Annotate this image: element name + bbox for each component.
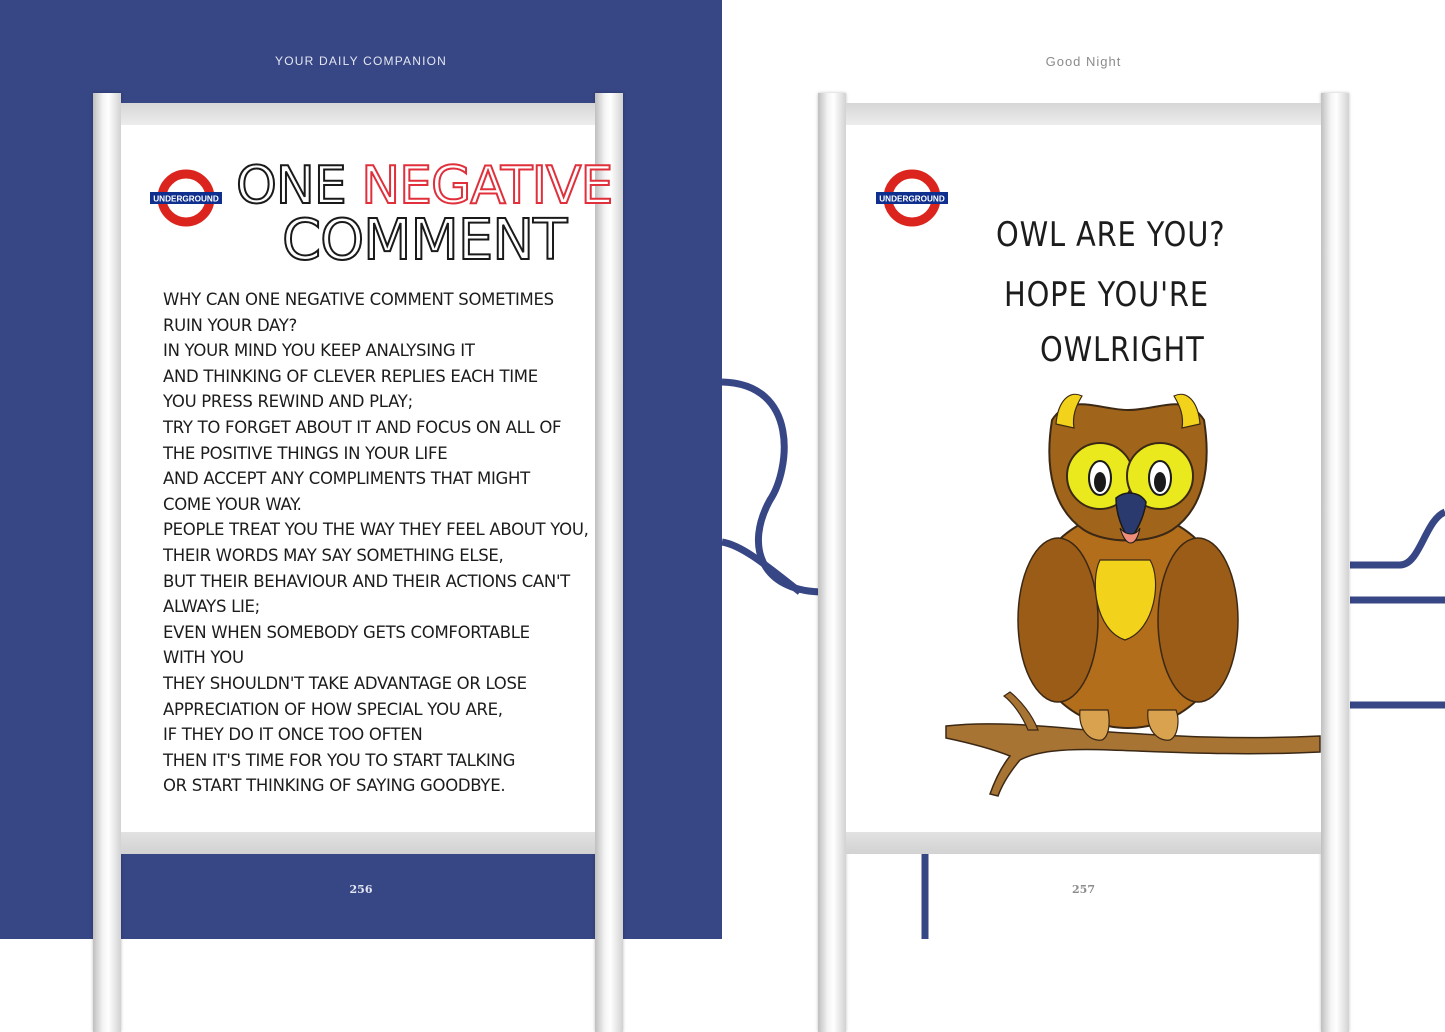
right-billboard-top-bar <box>846 103 1321 125</box>
poem-line: THEN IT'S TIME FOR YOU TO START TALKING <box>163 750 516 770</box>
poem-line: AND THINKING OF CLEVER REPLIES EACH TIME <box>163 366 538 386</box>
poem-line: PEOPLE TREAT YOU THE WAY THEY FEEL ABOUT YOU, <box>163 520 589 540</box>
owl-poster-line3: OWLRIGHT <box>1040 330 1205 370</box>
poem-line: IN YOUR MIND YOU KEEP ANALYSING IT <box>163 341 475 361</box>
tube-line-left-curve <box>722 382 820 592</box>
poem-line: WITH YOU <box>163 648 244 668</box>
poem-line: THE POSITIVE THINGS IN YOUR LIFE <box>163 443 448 463</box>
left-billboard-bottom-bar <box>121 832 595 854</box>
roundel-label: UNDERGROUND <box>153 194 219 204</box>
owl-poster-line2: HOPE YOU'RE <box>1004 275 1209 315</box>
title-word-one: ONE <box>236 156 346 216</box>
tube-line-right-upper <box>1350 512 1445 565</box>
owl-illustration <box>940 380 1322 800</box>
poem-line: IF THEY DO IT ONCE TOO OFTEN <box>163 725 423 745</box>
running-head-right: Good Night <box>1045 54 1122 69</box>
poem-line: RUIN YOUR DAY? <box>163 315 298 335</box>
owl-poster-line1: OWL ARE YOU? <box>996 215 1226 255</box>
owl-wing-right <box>1158 538 1238 702</box>
poem-line: YOU PRESS REWIND AND PLAY; <box>163 392 413 412</box>
roundel-label: UNDERGROUND <box>879 194 945 204</box>
poem-line: BUT THEIR BEHAVIOUR AND THEIR ACTIONS CAN'T <box>163 571 570 591</box>
poem-line: ALWAYS LIE; <box>163 597 260 617</box>
poem-line: THEY SHOULDN'T TAKE ADVANTAGE OR LOSE <box>163 673 527 693</box>
poem-line: OR START THINKING OF SAYING GOODBYE. <box>163 776 506 796</box>
right-billboard-bottom-bar <box>846 832 1321 854</box>
left-billboard-top-bar <box>121 103 595 125</box>
underground-roundel-icon <box>874 168 950 228</box>
running-head-left: YOUR DAILY COMPANION <box>274 54 448 68</box>
poem-text <box>163 287 589 799</box>
underground-roundel-icon <box>148 168 224 228</box>
poem-line: WHY CAN ONE NEGATIVE COMMENT SOMETIMES <box>163 290 554 309</box>
poem-line: THEIR WORDS MAY SAY SOMETHING ELSE, <box>163 545 504 565</box>
branch <box>946 724 1320 796</box>
poem-line: APPRECIATION OF HOW SPECIAL YOU ARE, <box>163 699 503 719</box>
poem-line: COME YOUR WAY. <box>163 494 302 514</box>
page-number-right: 257 <box>1072 883 1095 896</box>
poster-title-line2: COMMENT <box>282 208 567 273</box>
poem-line: EVEN WHEN SOMEBODY GETS COMFORTABLE <box>163 622 530 642</box>
poem-line: TRY TO FORGET ABOUT IT AND FOCUS ON ALL OF <box>163 417 562 437</box>
poem-line: AND ACCEPT ANY COMPLIMENTS THAT MIGHT <box>163 469 530 489</box>
owl-wing-left <box>1018 538 1098 702</box>
poster-title-line1 <box>236 156 613 216</box>
page-number-left: 256 <box>349 883 373 896</box>
title-word-negative: NEGATIVE <box>361 156 613 216</box>
